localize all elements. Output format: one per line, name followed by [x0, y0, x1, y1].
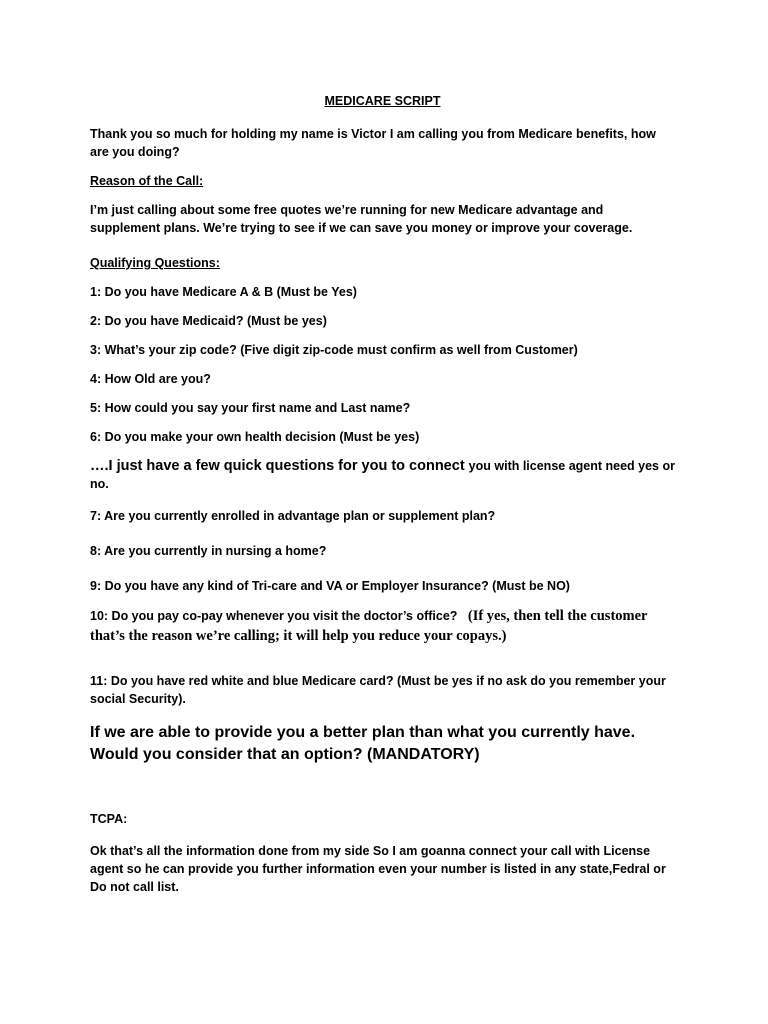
- document-title: MEDICARE SCRIPT: [324, 94, 441, 108]
- question-1: 1: Do you have Medicare A & B (Must be Yes): [90, 285, 357, 299]
- tcpa-paragraph: Ok that’s all the information done from my side So I am goanna connect your call with License agent so he can provide you further information even your number is listed in any state,Fedral or Do not call list.: [90, 844, 666, 894]
- transition-line: [90, 457, 675, 493]
- question-4: 4: How Old are you?: [90, 372, 211, 386]
- reason-heading: Reason of the Call:: [90, 174, 204, 188]
- intro-paragraph: Thank you so much for holding my name is Victor I am calling you from Medicare benefits, how are you doing?: [90, 127, 656, 159]
- mandatory-question: If we are able to provide you a better plan than what you currently have. Would you consider that an option? (MANDATORY): [90, 724, 636, 763]
- reason-paragraph: I’m just calling about some free quotes we’re running for new Medicare advantage and supplement plans. We’re trying to see if we can save you money or improve your coverage.: [90, 203, 633, 235]
- question-9: 9: Do you have any kind of Tri-care and VA or Employer Insurance? (Must be NO): [90, 579, 570, 593]
- question-10-text: 10: Do you pay co-pay whenever you visit the doctor’s office?: [90, 609, 458, 623]
- question-8: 8: Are you currently in nursing a home?: [90, 544, 327, 558]
- question-10: [90, 606, 675, 646]
- question-2: 2: Do you have Medicaid? (Must be yes): [90, 314, 327, 328]
- transition-big-text: ….I just have a few quick questions for you to connect: [90, 458, 469, 474]
- qualifying-heading: Qualifying Questions:: [90, 256, 220, 270]
- question-7: 7: Are you currently enrolled in advantage plan or supplement plan?: [90, 509, 496, 523]
- transition-small-text: you with license agent need yes or no.: [90, 459, 675, 491]
- question-3: 3: What’s your zip code? (Five digit zip-code must confirm as well from Customer): [90, 343, 578, 357]
- document-body: [90, 93, 675, 896]
- question-5: 5: How could you say your first name and Last name?: [90, 401, 411, 415]
- question-6: 6: Do you make your own health decision (Must be yes): [90, 430, 420, 444]
- question-10-note: (If yes, then tell the customer that’s the reason we’re calling; it will help you reduce your copays.): [90, 608, 648, 644]
- tcpa-heading: TCPA:: [90, 812, 128, 826]
- question-11: 11: Do you have red white and blue Medicare card? (Must be yes if no ask do you remember your social Security).: [90, 674, 666, 706]
